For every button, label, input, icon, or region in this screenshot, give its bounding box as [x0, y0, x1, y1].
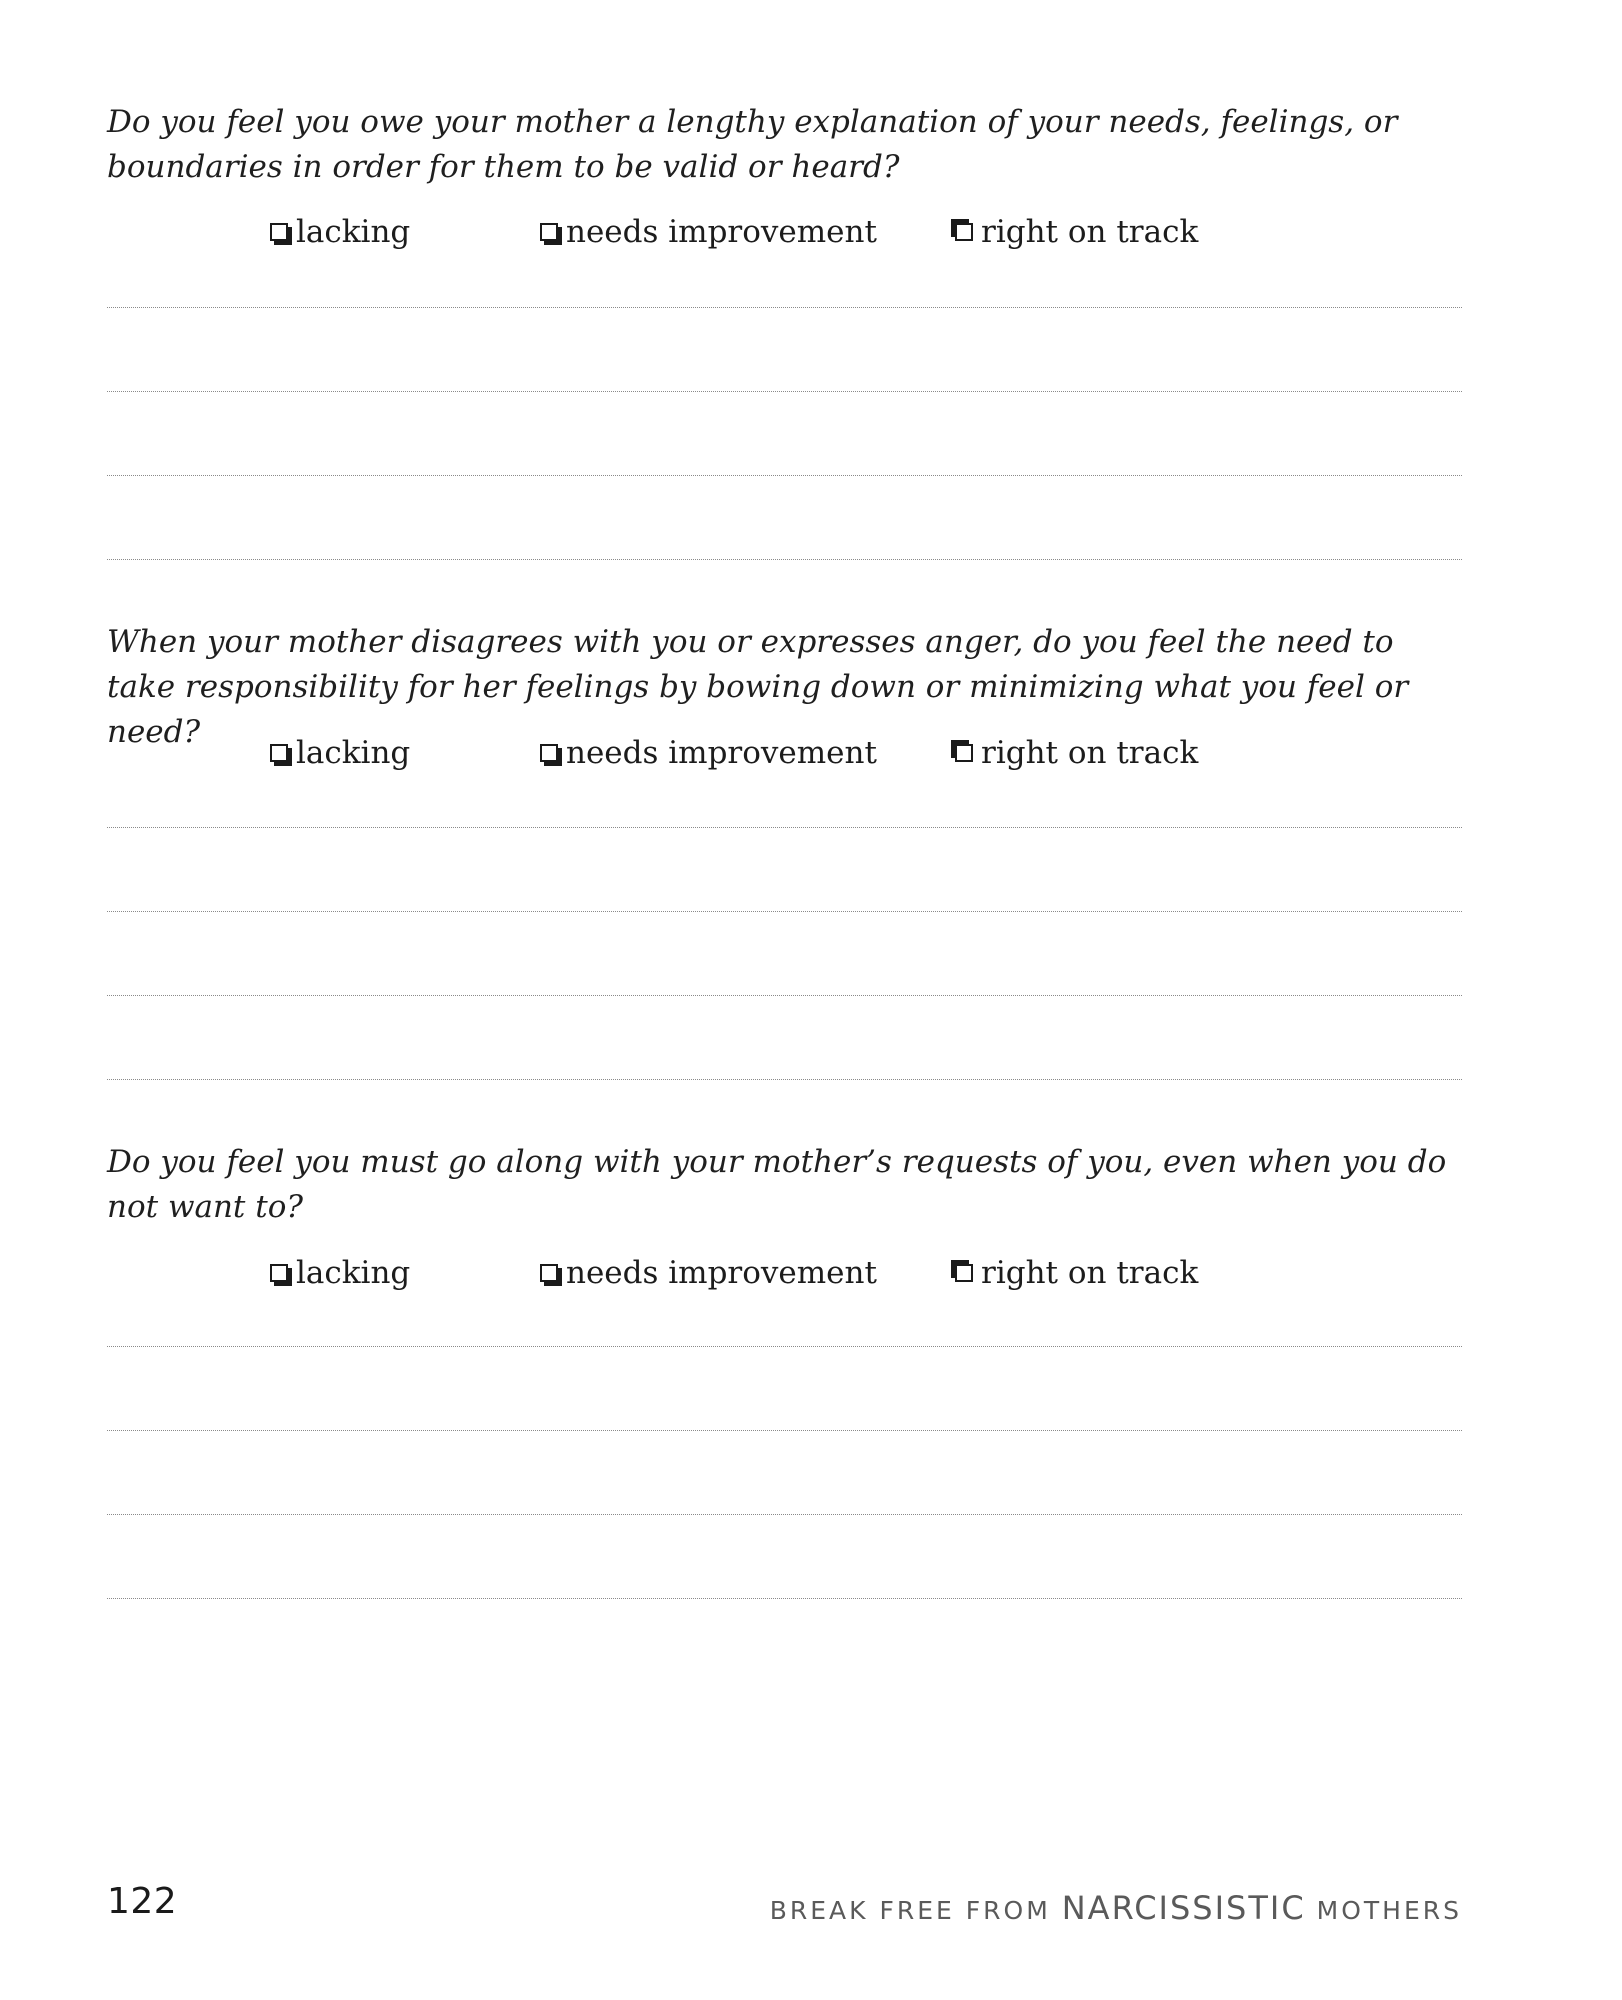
checkbox-icon[interactable] — [540, 223, 558, 241]
option-label: needs improvement — [566, 214, 877, 250]
page-number: 122 — [107, 1881, 178, 1922]
answer-line[interactable] — [107, 1346, 1462, 1347]
checkbox-icon[interactable] — [270, 223, 288, 241]
checkbox-icon[interactable] — [955, 1264, 973, 1282]
checkbox-icon[interactable] — [955, 744, 973, 762]
answer-line[interactable] — [107, 1598, 1462, 1599]
question-2-options — [0, 731, 1622, 775]
answer-line[interactable] — [107, 911, 1462, 912]
option-lacking[interactable] — [270, 210, 410, 254]
option-right-on-track[interactable] — [955, 210, 1198, 254]
question-3-text: Do you feel you must go along with your mother’s requests of you, even when you do not want to? — [107, 1144, 1447, 1225]
option-label: needs improvement — [566, 1255, 877, 1291]
answer-line[interactable] — [107, 827, 1462, 828]
question-1-options — [0, 210, 1622, 254]
answer-line[interactable] — [107, 1430, 1462, 1431]
question-1-text: Do you feel you owe your mother a lengthy explanation of your needs, feelings, or boundaries in order for them to be valid or heard? — [107, 104, 1398, 185]
checkbox-icon[interactable] — [540, 744, 558, 762]
option-lacking[interactable] — [270, 1251, 410, 1295]
option-label: lacking — [296, 1255, 411, 1291]
option-right-on-track[interactable] — [955, 1251, 1198, 1295]
answer-line[interactable] — [107, 475, 1462, 476]
question-2-text: When your mother disagrees with you or expresses anger, do you feel the need to take responsibility for her feelings by bowing down or minimizing what you feel or need? — [107, 624, 1409, 750]
option-needs-improvement[interactable] — [540, 731, 877, 775]
option-label: lacking — [296, 735, 411, 771]
question-3-options — [0, 1251, 1622, 1295]
footer-title-emphasis: NARCISSISTIC — [1061, 1889, 1306, 1927]
option-needs-improvement[interactable] — [540, 210, 877, 254]
option-right-on-track[interactable] — [955, 731, 1198, 775]
option-label: right on track — [981, 214, 1199, 250]
checkbox-icon[interactable] — [270, 744, 288, 762]
checkbox-icon[interactable] — [270, 1264, 288, 1282]
answer-line[interactable] — [107, 559, 1462, 560]
answer-line[interactable] — [107, 307, 1462, 308]
answer-line[interactable] — [107, 1079, 1462, 1080]
checkbox-icon[interactable] — [540, 1264, 558, 1282]
option-label: needs improvement — [566, 735, 877, 771]
option-label: right on track — [981, 1255, 1199, 1291]
checkbox-icon[interactable] — [955, 223, 973, 241]
footer-title-part: BREAK FREE FROM — [769, 1896, 1062, 1925]
answer-line[interactable] — [107, 995, 1462, 996]
option-label: lacking — [296, 214, 411, 250]
option-label: right on track — [981, 735, 1199, 771]
option-needs-improvement[interactable] — [540, 1251, 877, 1295]
answer-line[interactable] — [107, 1514, 1462, 1515]
footer-title-part: MOTHERS — [1305, 1896, 1462, 1925]
option-lacking[interactable] — [270, 731, 410, 775]
answer-line[interactable] — [107, 391, 1462, 392]
running-footer-title — [770, 1890, 1462, 1932]
